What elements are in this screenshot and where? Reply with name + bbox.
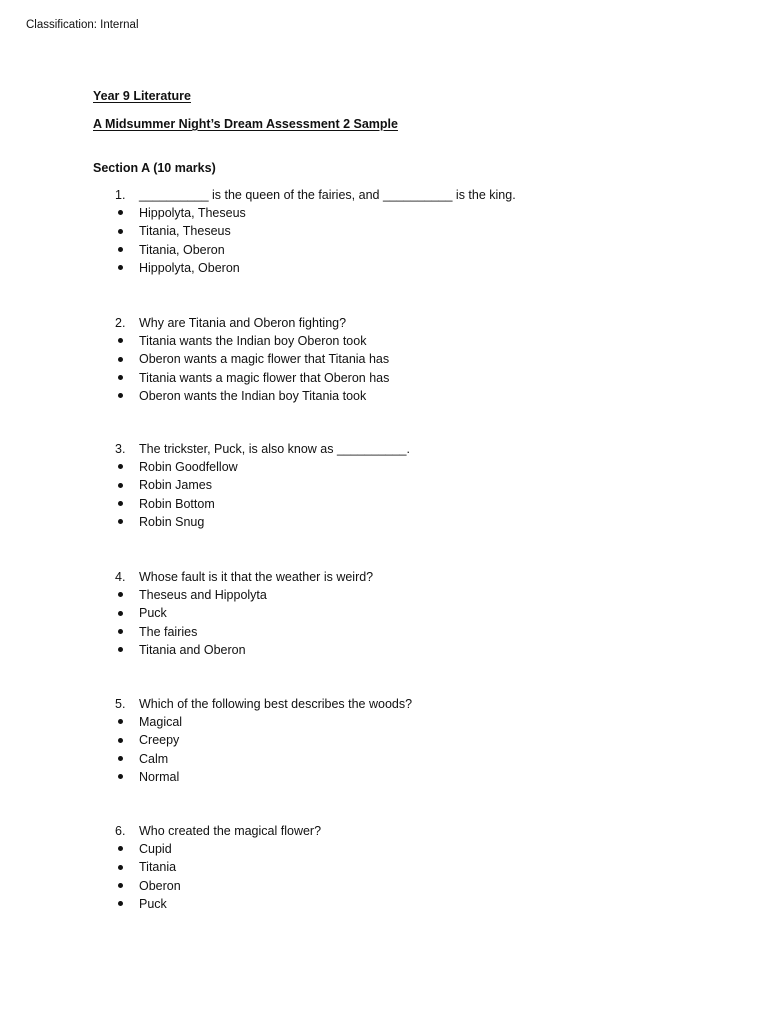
question-number: 6. (115, 824, 126, 838)
option-item (0, 604, 768, 622)
option-item (0, 476, 768, 494)
option-text: Creepy (139, 733, 180, 748)
bullet-icon (115, 623, 125, 641)
document-title: Year 9 Literature (93, 89, 191, 103)
option-text: Titania, Theseus (139, 224, 231, 239)
question-number: 2. (115, 316, 126, 330)
bullet-icon (115, 241, 125, 259)
option-text: Hippolyta, Oberon (139, 260, 240, 275)
option-item (0, 332, 768, 350)
question-text: Why are Titania and Oberon fighting? (139, 316, 347, 330)
bullet-icon (115, 350, 125, 368)
bullet-icon (115, 713, 125, 731)
section-title: Section A (10 marks) (93, 161, 216, 175)
bullet-icon (115, 641, 125, 659)
option-item (0, 586, 768, 604)
question-text: Whose fault is it that the weather is weird? (139, 570, 374, 584)
question-number: 5. (115, 697, 126, 711)
bullet-icon (115, 877, 125, 895)
option-text: Robin Goodfellow (139, 460, 238, 475)
option-item (0, 858, 768, 876)
bullet-icon (115, 604, 125, 622)
bullet-icon (115, 222, 125, 240)
bullet-icon (115, 204, 125, 222)
option-text: Hippolyta, Theseus (139, 206, 246, 221)
option-text: Titania wants the Indian boy Oberon took (139, 334, 367, 349)
option-item (0, 713, 768, 731)
option-text: Titania (139, 860, 177, 875)
question-line (0, 822, 768, 840)
option-item (0, 204, 768, 222)
option-text: Robin Snug (139, 514, 205, 529)
option-item (0, 387, 768, 405)
option-item (0, 350, 768, 368)
option-item (0, 768, 768, 786)
option-text: Calm (139, 751, 169, 766)
bullet-icon (115, 768, 125, 786)
question-number: 3. (115, 442, 126, 456)
option-item (0, 458, 768, 476)
bullet-icon (115, 495, 125, 513)
bullet-icon (115, 750, 125, 768)
option-item (0, 369, 768, 387)
question-number: 1. (115, 188, 126, 202)
option-text: Puck (139, 896, 167, 911)
option-text: Titania and Oberon (139, 642, 246, 657)
question-4 (0, 568, 768, 659)
classification-label: Classification: Internal (26, 19, 139, 31)
option-item (0, 623, 768, 641)
document-subtitle: A Midsummer Night’s Dream Assessment 2 Sample (93, 117, 398, 131)
question-text: __________ is the queen of the fairies, and __________ is the king. (139, 188, 516, 202)
option-text: Theseus and Hippolyta (139, 588, 267, 603)
option-text: Cupid (139, 842, 172, 857)
option-item (0, 840, 768, 858)
option-item (0, 641, 768, 659)
option-text: Magical (139, 715, 183, 730)
bullet-icon (115, 259, 125, 277)
option-item (0, 731, 768, 749)
bullet-icon (115, 895, 125, 913)
bullet-icon (115, 513, 125, 531)
bullet-icon (115, 369, 125, 387)
option-text: Titania, Oberon (139, 242, 225, 257)
question-text: Who created the magical flower? (139, 824, 322, 838)
option-item (0, 222, 768, 240)
question-line (0, 568, 768, 586)
option-item (0, 750, 768, 768)
option-text: Oberon (139, 878, 181, 893)
question-text: Which of the following best describes the woods? (139, 697, 413, 711)
bullet-icon (115, 476, 125, 494)
question-6 (0, 822, 768, 913)
option-text: The fairies (139, 624, 198, 639)
option-text: Oberon wants the Indian boy Titania took (139, 388, 367, 403)
bullet-icon (115, 586, 125, 604)
option-text: Robin Bottom (139, 496, 215, 511)
question-line (0, 440, 768, 458)
option-text: Normal (139, 769, 180, 784)
option-item (0, 877, 768, 895)
bullet-icon (115, 387, 125, 405)
option-item (0, 241, 768, 259)
bullet-icon (115, 731, 125, 749)
bullet-icon (115, 840, 125, 858)
question-line (0, 314, 768, 332)
option-text: Oberon wants a magic flower that Titania has (139, 352, 390, 367)
option-text: Puck (139, 606, 167, 621)
question-3 (0, 440, 768, 531)
bullet-icon (115, 858, 125, 876)
question-line (0, 186, 768, 204)
bullet-icon (115, 332, 125, 350)
option-item (0, 513, 768, 531)
option-text: Titania wants a magic flower that Oberon has (139, 370, 390, 385)
question-text: The trickster, Puck, is also know as __________. (139, 442, 410, 456)
question-line (0, 695, 768, 713)
option-text: Robin James (139, 478, 212, 493)
option-item (0, 895, 768, 913)
option-item (0, 495, 768, 513)
question-5 (0, 695, 768, 786)
option-item (0, 259, 768, 277)
bullet-icon (115, 458, 125, 476)
question-1 (0, 186, 768, 277)
question-number: 4. (115, 570, 126, 584)
question-2 (0, 314, 768, 405)
